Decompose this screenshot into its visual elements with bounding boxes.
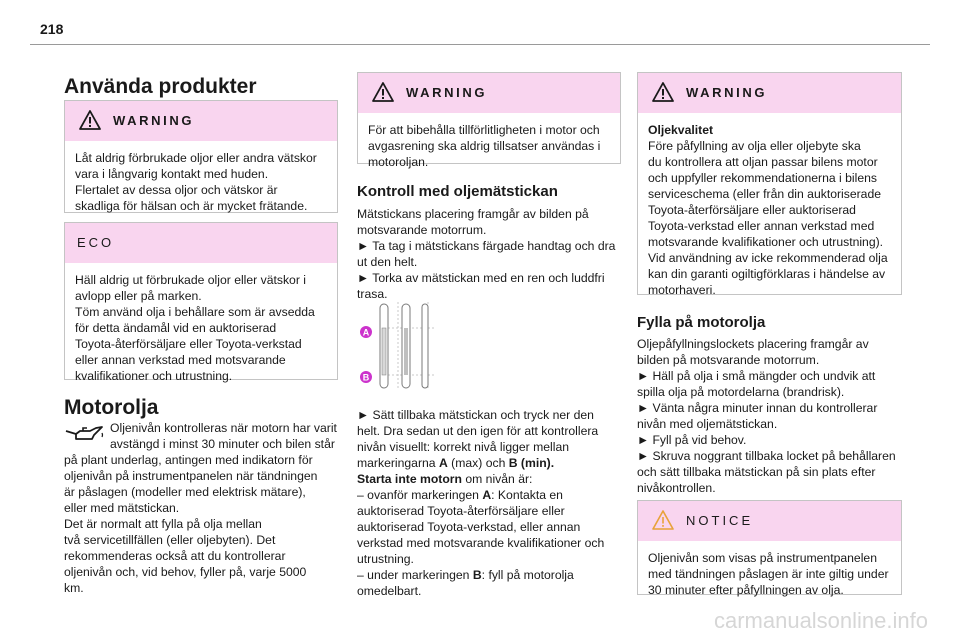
text-line: Före påfyllning av olja eller oljebyte ska [648, 139, 861, 153]
text-line: motoroljan. [368, 155, 429, 169]
text-line: oljenivån på instrumentpanelen när tändningen [64, 469, 318, 483]
warning-triangle-icon [79, 110, 101, 130]
text-line: ► Skruva noggrant tillbaka locket på behållaren [637, 449, 896, 463]
text-line: två servicetillfällen (eller oljebyten). Det [64, 533, 276, 547]
text-line: auktoriserad Toyota-verkstad, eller annan [357, 520, 581, 534]
kontroll-text [357, 206, 615, 302]
marker-b-label: B [362, 372, 370, 383]
warning-label: WARNING [113, 113, 195, 128]
text-line: oljenivån och, vid behov, fyller på, varje 5000 [64, 565, 307, 579]
text-line: ► Sätt tillbaka mätstickan och tryck ner den [357, 408, 594, 422]
text-line: utrustning. [357, 552, 414, 566]
text-line: km. [64, 581, 84, 595]
text-line: Oljepåfyllningslockets placering framgår av [637, 337, 869, 351]
text-line: avstängd i minst 30 minuter och bilen står [110, 437, 335, 451]
top-divider [30, 44, 930, 45]
text-line: kan din garanti ogiltigförklaras i händelse av [648, 267, 886, 281]
text-line: motsvarande motorrum. [357, 223, 487, 237]
text-line: är påslagen (modeller med elektrisk mätare), [64, 485, 306, 499]
oil-can-icon [64, 425, 104, 445]
text-line: och uppfyller rekommendationerna i bilens [648, 171, 877, 185]
text-line: Vid användning av icke rekommenderad olja [648, 251, 888, 265]
warning-header [358, 73, 620, 113]
eco-box [64, 222, 338, 383]
text-line: eller med mätstickan. [64, 501, 180, 515]
motorolja-text-indented [110, 420, 337, 452]
text-line: Toyota-verkstad eller annan verkstad med [648, 219, 875, 233]
text-line: För att bibehålla tillförlitligheten i motor och [368, 123, 600, 137]
notice-text [638, 541, 901, 606]
warning-text [65, 141, 337, 222]
text-line: – ovanför markeringen A: Kontakta en [357, 488, 563, 502]
notice-header [638, 501, 901, 541]
notice-box [637, 500, 902, 595]
text-line: och sätt tillbaka mätstickan på sin plats efter [637, 465, 876, 479]
warning-triangle-icon [652, 82, 674, 102]
text-line: motsvarande kvalifikationer och utrustning). [648, 235, 884, 249]
text-line: ► Fyll på vid behov. [637, 433, 747, 447]
eco-label: ECO [77, 235, 115, 250]
text-line: nivåkontrollen. [637, 481, 716, 495]
warning-box-tillsatser [357, 72, 621, 169]
text-line: markeringarna A (max) och B (min). [357, 456, 555, 470]
text-line: Låt aldrig förbrukade oljor eller andra vätskor [75, 151, 317, 165]
text-line: ► Häll på olja i små mängder och undvik att [637, 369, 876, 383]
warning-text [638, 113, 901, 306]
text-line: ► Ta tag i mätstickans färgade handtag och dra [357, 239, 616, 253]
text-line: avgasrening ska aldrig tillsatser användas i [368, 139, 601, 153]
text-line: nivån visuellt: korrekt nivå ligger mellan [357, 440, 570, 454]
text-line: Oljenivån som visas på instrumentpanelen [648, 551, 877, 565]
text-line: Starta inte motorn om nivån är: [357, 472, 533, 486]
text-line: eller annan verkstad med motsvarande [75, 353, 286, 367]
text-line: rekommenderas också att du kontrollerar [64, 549, 286, 563]
text-line: avlopp eller på marken. [75, 289, 202, 303]
motorolja-text [64, 452, 317, 596]
text-line: ► Torka av mätstickan med en ren och luddfri [357, 271, 605, 285]
warning-box-oljekvalitet [637, 72, 902, 295]
section-title-kontroll: Kontroll med oljemätstickan [357, 183, 558, 200]
notice-label: NOTICE [686, 513, 754, 528]
warning-header [638, 73, 901, 113]
text-line: bilden på motsvarande motorrum. [637, 353, 820, 367]
text-line: helt. Dra sedan ut den igen för att kontrollera [357, 424, 599, 438]
text-line: vara i långvarig kontakt med huden. [75, 167, 269, 181]
text-line: ► Vänta några minuter innan du kontrollerar [637, 401, 878, 415]
text-line: du kontrollera att oljan passar bilens motor [648, 155, 878, 169]
eco-text [65, 263, 337, 392]
text-line: 30 minuter efter påfyllningen av olja. [648, 583, 844, 597]
warning-heading: Oljekvalitet [648, 123, 714, 137]
text-line: auktoriserad Toyota-återförsäljare eller [357, 504, 565, 518]
dipstick-rod-right [422, 304, 428, 388]
warning-label: WARNING [686, 85, 768, 100]
warning-text [358, 113, 620, 178]
fylla-text [637, 336, 896, 496]
watermark: carmanualsonline.info [713, 608, 928, 633]
text-line: kvalifikationer och utrustning. [75, 369, 233, 383]
text-line: på plant underlag, antingen med indikatorn för [64, 453, 313, 467]
warning-box-produkter [64, 100, 338, 213]
text-line: Häll aldrig ut förbrukade oljor eller vätskor i [75, 273, 306, 287]
marker-a-label: A [362, 327, 370, 338]
text-line: Toyota-återförsäljare eller Toyota-verkstad [75, 337, 302, 351]
eco-header [65, 223, 337, 263]
text-line: spilla olja på motordelarna (brandrisk). [637, 385, 845, 399]
section-title-motorolja: Motorolja [64, 396, 159, 419]
text-line: serviceschema (eller från din auktoriserade [648, 187, 882, 201]
warning-label: WARNING [406, 85, 488, 100]
notice-triangle-icon [652, 510, 674, 530]
text-line: med tändningen påslagen är inte giltig under [648, 567, 889, 581]
text-line: ut den helt. [357, 255, 418, 269]
warning-triangle-icon [372, 82, 394, 102]
text-line: Töm använd olja i behållare som är avsedda [75, 305, 315, 319]
text-line: Oljenivån kontrolleras när motorn har varit [110, 421, 337, 435]
section-title-anvanda-produkter: Använda produkter [64, 75, 257, 98]
section-title-fylla: Fylla på motorolja [637, 314, 766, 331]
dipstick-illustration [358, 300, 438, 390]
text-line: trasa. [357, 287, 388, 301]
dipstick-scale [382, 328, 386, 375]
text-line: Det är normalt att fylla på olja mellan [64, 517, 262, 531]
text-line: motorhaveri. [648, 283, 716, 297]
text-line: för detta ändamål vid en auktoriserad [75, 321, 277, 335]
dipstick-oil-film [404, 328, 408, 375]
text-line: skadliga för hälsan och är mycket frätande. [75, 199, 308, 213]
page-number: 218 [40, 21, 64, 37]
text-line: Toyota-återförsäljare eller auktoriserad [648, 203, 856, 217]
text-line: nivån med oljemätstickan. [637, 417, 778, 431]
text-line: Mätstickans placering framgår av bilden på [357, 207, 589, 221]
text-line: omedelbart. [357, 584, 422, 598]
warning-header [65, 101, 337, 141]
text-line: verkstad med motsvarande kvalifikationer och [357, 536, 605, 550]
text-line: Flertalet av dessa oljor och vätskor är [75, 183, 278, 197]
text-line: – under markeringen B: fyll på motorolja [357, 568, 574, 582]
kontroll-after-text [357, 407, 604, 599]
